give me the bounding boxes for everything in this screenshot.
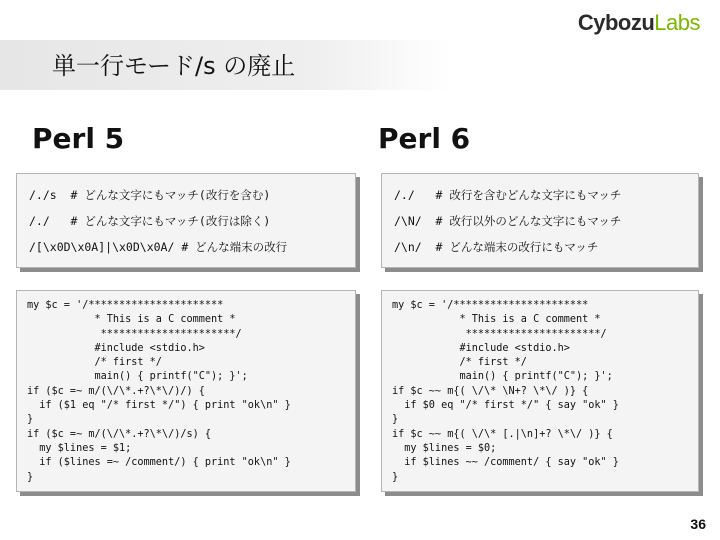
left-heading: Perl 5 bbox=[32, 122, 125, 155]
left-regex-row-2: /./ # どんな文字にもマッチ(改行は除く) bbox=[29, 214, 271, 228]
left-regex-box bbox=[16, 173, 356, 268]
right-heading: Perl 6 bbox=[378, 122, 471, 155]
right-regex-box bbox=[381, 173, 699, 268]
right-regex-row-3: /\n/ # どんな端末の改行にもマッチ bbox=[394, 240, 599, 254]
slide-title: 単一行モード/s の廃止 bbox=[52, 52, 296, 80]
right-regex-row-2: /\N/ # 改行以外のどんな文字にもマッチ bbox=[394, 214, 622, 228]
left-code-block: my $c = '/********************** * This is a C comment * **********************/ #include <stdio.h> /* first */ main() { printf("C"); }'; if ($c =~ m/(\/\*.+?\*\/)/) { if ($1 eq "/* first */") { print "ok\n" } } if ($c =~ m/(\/\*.+?\*\/)/s) { my $lines = $1; if ($lines =~ /comment/) { print "ok\n" } } bbox=[27, 300, 291, 483]
right-code-box bbox=[381, 290, 699, 492]
right-regex-row-1: /./ # 改行を含むどんな文字にもマッチ bbox=[394, 188, 622, 202]
logo-accent-text: Labs bbox=[654, 10, 700, 35]
cybozu-labs-logo bbox=[578, 10, 700, 36]
right-code-block: my $c = '/********************** * This is a C comment * **********************/ #include <stdio.h> /* first */ main() { printf("C"); }'; if $c ~~ m{( \/\* \N+? \*\/ )} { if $0 eq "/* first */" { say "ok" } } if $c ~~ m{( \/\* [.|\n]+? \*\/ )} { my $lines = $0; if $lines ~~ /comment/ { say "ok" } } bbox=[392, 300, 619, 483]
left-regex-row-1: /./s # どんな文字にもマッチ(改行を含む) bbox=[29, 188, 271, 202]
left-regex-row-3: /[\x0D\x0A]|\x0D\x0A/ # どんな端末の改行 bbox=[29, 240, 288, 254]
logo-main-text: Cybozu bbox=[577, 10, 655, 35]
page-number: 36 bbox=[690, 516, 706, 532]
left-code-box bbox=[16, 290, 356, 492]
